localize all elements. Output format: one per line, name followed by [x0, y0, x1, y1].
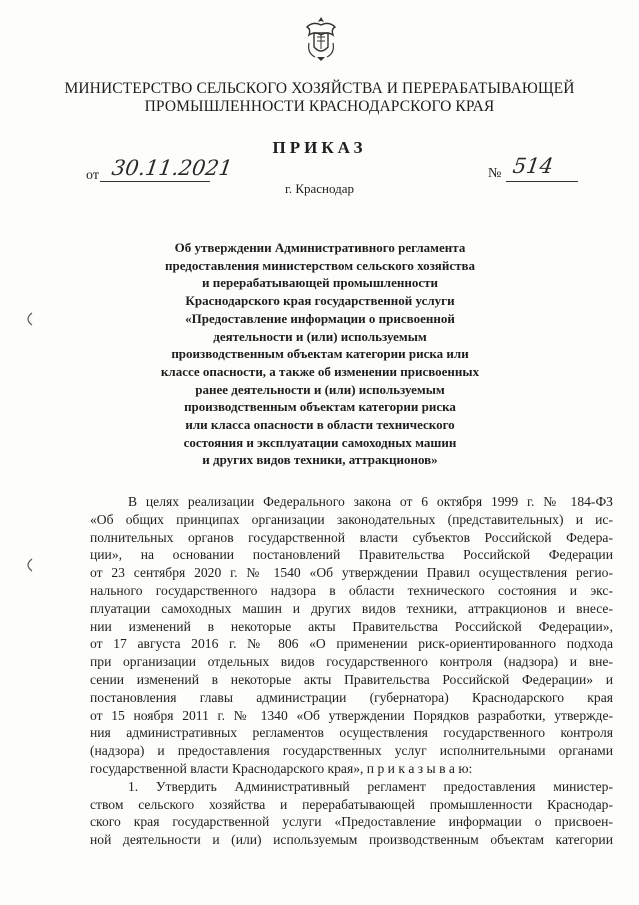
subject-line: ранее деятельности и (или) используемым	[195, 381, 445, 397]
order-subject	[150, 239, 490, 469]
body-line: плуатации самоходных машин и других видов техники, аттракционов и внесе-	[90, 600, 613, 616]
body-line: 1. Утвердить Административный регламент предоставления министер-	[128, 778, 613, 794]
subject-line: производственным объектам категории риска	[184, 399, 456, 415]
number-prefix: №	[488, 166, 502, 181]
ministry-name	[0, 80, 639, 116]
punch-hole-mark	[22, 312, 34, 326]
body-line: ского края государственной услуги «Предоставление информации о присвоен-	[90, 814, 613, 830]
subject-line: классе опасности, а также об изменении присвоенных	[160, 363, 480, 379]
date-value: 30.11.2021	[110, 156, 234, 180]
subject-line: и других видов техники, аттракционов»	[202, 452, 438, 468]
body-line: нального государственного надзора в области технического состояния и экс-	[90, 582, 613, 598]
date-prefix: от	[86, 168, 99, 183]
coat-of-arms-icon	[301, 13, 341, 63]
order-body	[90, 493, 613, 849]
body-line: государственной власти Краснодарского края», п р и к а з ы в а ю:	[90, 760, 473, 776]
body-line: ния административных регламентов осуществления государственного контроля	[90, 725, 613, 741]
subject-line: предоставления министерством сельского хозяйства	[164, 257, 476, 273]
body-line: ством сельского хозяйства и перерабатывающей промышленности Краснодар-	[90, 796, 613, 812]
body-line: полнительных органов государственной власти субъектов Российской Федера-	[90, 529, 613, 545]
body-line: сении изменений в некоторые акты Правительства Российской Федерации» и	[90, 671, 613, 687]
ministry-line: ПРОМЫШЛЕННОСТИ КРАСНОДАРСКОГО КРАЯ	[144, 98, 495, 115]
city: г. Краснодар	[284, 181, 355, 196]
ministry-line: МИНИСТЕРСТВО СЕЛЬСКОГО ХОЗЯЙСТВА И ПЕРЕРАБАТЫВАЮЩЕЙ	[64, 80, 575, 97]
body-line: от 23 сентября 2020 г. № 1540 «Об утверждении Правил осуществления регио-	[90, 565, 613, 581]
order-title: ПРИКАЗ	[272, 138, 367, 157]
body-line: от 17 августа 2016 г. № 806 «О применении риск-ориентированного подхода	[90, 636, 613, 652]
punch-hole-mark	[22, 558, 34, 572]
body-line: нии изменений в некоторые акты Правительства Российской Федерации»,	[90, 618, 613, 634]
body-line: ной деятельности и (или) используемым производственным объектам категории	[90, 832, 613, 848]
subject-line: производственным объектам категории риска или	[171, 346, 469, 362]
body-line: от 15 ноября 2011 г. № 1340 «Об утверждении Порядков разработки, утвержде-	[90, 707, 613, 723]
subject-line: состояния и эксплуатации самоходных машин	[183, 434, 457, 450]
body-line: при организации отдельных видов государственного контроля (надзора) и вне-	[90, 654, 613, 670]
subject-line: Об утверждении Административного регламента	[174, 240, 466, 255]
subject-line: или класса опасности в области технического	[185, 417, 455, 433]
subject-line: «Предоставление информации о присвоенной	[185, 310, 455, 326]
body-line: постановления главы администрации (губернатора) Краснодарского края	[90, 689, 613, 705]
body-line: ции», на основании постановлений Правительства Российской Федерации	[90, 547, 613, 563]
subject-line: и перерабатывающей промышленности	[201, 275, 438, 291]
body-line: «Об общих принципах организации законодательных (представительных) и ис-	[90, 511, 613, 527]
subject-line: Краснодарского края государственной услуги	[185, 293, 455, 309]
body-line: (надзора) и предоставления государственных услуг исполнительными органами	[90, 743, 613, 759]
body-line: В целях реализации Федерального закона от 6 октября 1999 г. № 184-ФЗ	[128, 494, 613, 509]
number-value: 514	[511, 154, 555, 178]
subject-line: деятельности и (или) используемым	[213, 328, 427, 344]
